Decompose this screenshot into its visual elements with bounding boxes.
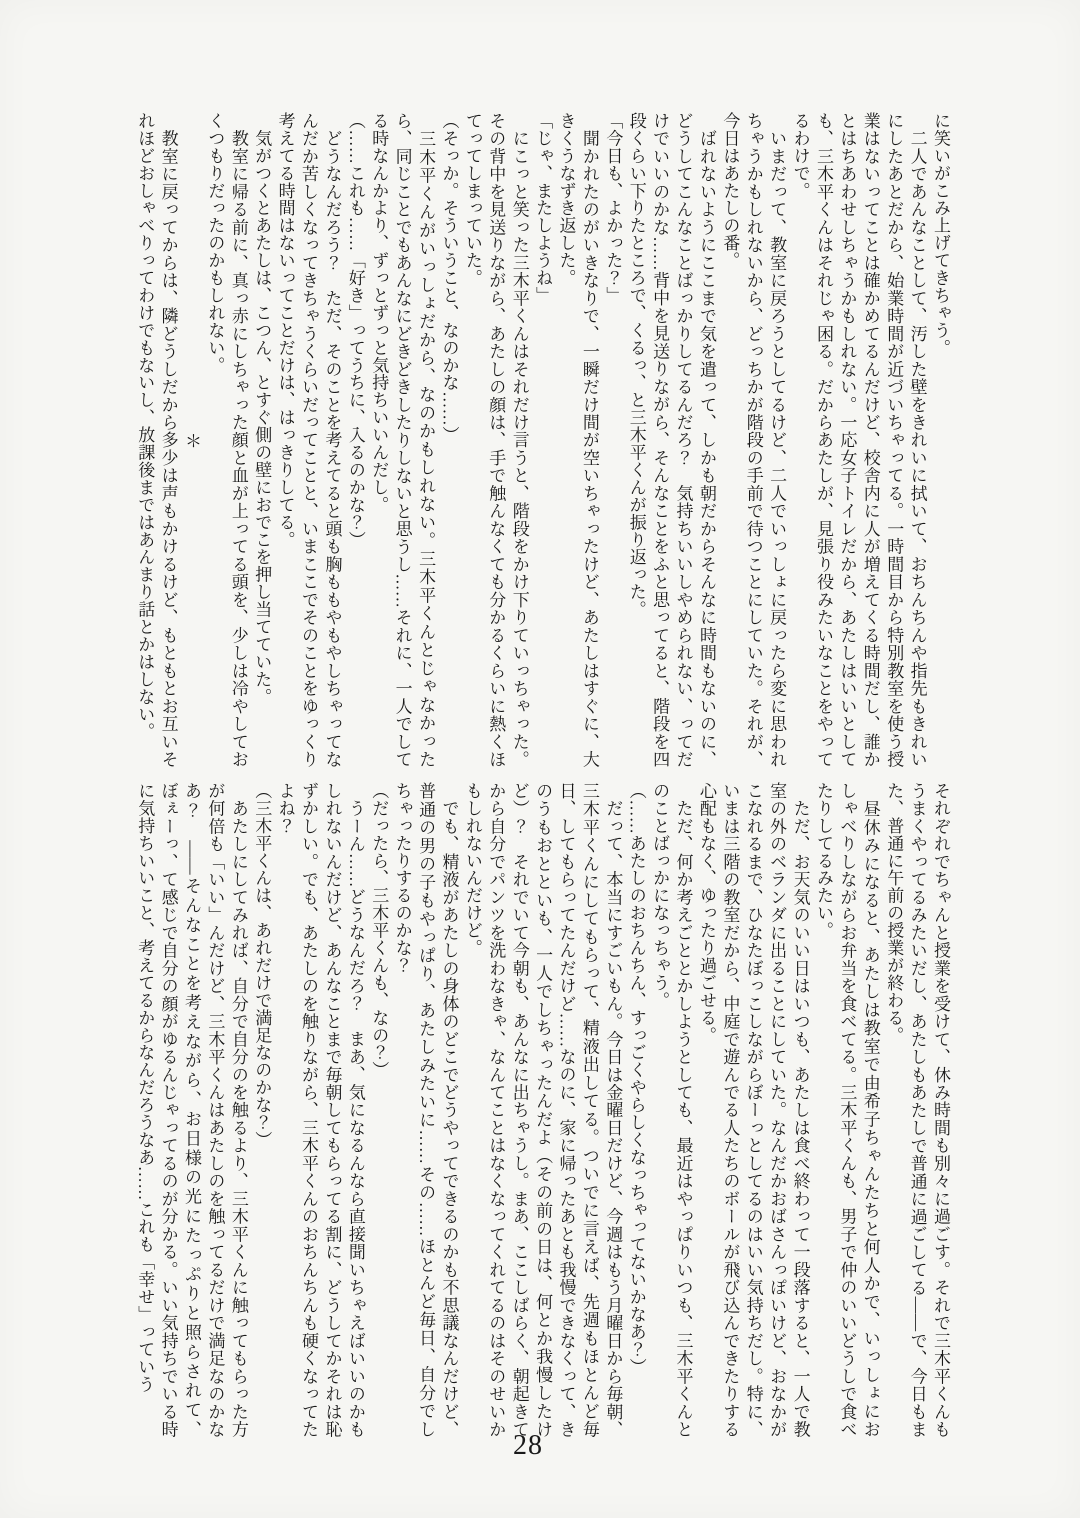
paragraph: でも、精液があたしの身体のどこでどうやってできるのかも不思議なんだけど、普通の男の子もやっぱり、あたしみたいに……その……ほとんど毎日、自分でしちゃったりするのかな？ xyxy=(392,782,459,1438)
paragraph: 二人であんなことして、汚した壁をきれいに拭いて、おちんちんや指先もきれいにしたあとだから、始業時間が近づいちゃってる。一時間目から特別教室を使う授業はないってことは確かめてるんだけど、校舎内に人が増えてくる時間だし、誰かとはちあわせしちゃうかもしれない。一応女子トイレだから、あたしはいいとしても、三木平くんはそれじゃ困る。だからあたしが、見張り役みたいなことをやってるわけで。 xyxy=(790,112,927,768)
paragraph: 気がつくとあたしは、こつん、とすぐ側の壁におでこを押し当てていた。 xyxy=(252,112,272,706)
paragraph: に笑いがこみ上げてきちゃう。 xyxy=(931,112,950,357)
paragraph: 聞かれたのがいきなりで、一瞬だけ間が空いちゃったけど、あたしはすぐに、大きくうなずき返した。 xyxy=(556,112,599,768)
paragraph: 教室に帰る前に、真っ赤にしちゃった顔と血が上ってる頭を、少しは冷やしておくつもりだったのかもしれない。 xyxy=(205,112,248,768)
paragraph: あたしにしてみれば、自分で自分のを触るより、三木平くんに触ってもらった方が何倍も「いい」んだけど、三木平くんはあたしのを触ってるだけで満足なのかなあ？ ――そんなことを考えながら、お日様の光にたっぷりと照らされて、ぼぇーっ、て感じで自分の顔がゆるんじゃってるのが分かる。いい気持ちでいる時に気持ちいいこと、考えてるからなんだろうなあ……これも「幸せ」っていう xyxy=(135,782,248,1438)
paragraph: うーん……どうなんだろ？ まあ、気になるんなら直接聞いちゃえばいいのかもしれないんだけど、あんなことまで毎朝してもらってる割に、どうしてかそれは恥ずかしい。でも、あたしのを触りながら、三木平くんのおちんちんも硬くなってたよね？ xyxy=(275,782,365,1438)
paragraph: ばれないようにここまで気を遣って、しかも朝だからそんなに時間もないのに、どうしてこんなことばっかりしてるんだろ？ 気持ちいいしやめられない、ってだけでいいのかな……背中を見送りながら、そんなことをふと思ってると、階段を四段くらい下りたところで、くるっ、と三木平くんが振り返った。 xyxy=(626,112,716,768)
paragraph: （……これも……「好き」ってうちに、入るのかな？） xyxy=(345,112,365,549)
paragraph: それぞれでちゃんと授業を受けて、休み時間も別々に過ごす。それで三木平くんもうまくやってるみたいだし、あたしもあたしで普通に過ごしてる――で、今日もまた、普通に午前の授業が終わる。 xyxy=(884,782,950,1438)
paragraph: 「じゃ、またしようね」 xyxy=(533,112,553,304)
paragraph: 三木平くんがいっしょだから、なのかもしれない。三木平くんとじゃなかったら、同じことでもあんなにどきどきしたりしないと思うし……それに、一人でしてる時なんかより、ずっとずっと気持ちいいんだし。 xyxy=(369,112,436,768)
page-number: 28 xyxy=(513,1430,543,1461)
paragraph: ただ、お天気のいい日はいつも、あたしは食べ終わって一段落すると、一人で教室の外のベランダに出ることにしていた。なんだかおばさんっぽいけど、おなかがこなれるまで、ひなたぼっこしながらぼーっとしてるのはいい気持ちだし。特に、いまは三階の教室だから、中庭で遊んでる人たちのボールが飛び込んできたりする心配もなく、ゆったり過ごせる。 xyxy=(696,782,810,1438)
paragraph: （……あたしのおちんちん、すっごくやらしくなっちゃってないかなあ？） xyxy=(626,782,646,1376)
paragraph: ただ、何か考えごととかしようとしても、最近はやっぱりいつも、三木平くんとのことばっかになっちゃう。 xyxy=(650,782,693,1438)
paragraph: だって、本当にすごいもん。今日は金曜日だけど、今週はもう月曜日から毎朝、三木平くんにしてもらって、精液出してる。ついでに言えば、先週もほとんど毎日、してもらってたんだけど……なのに、家に帰ったあとも我慢できなくって、きのうもおとといも、一人でしちゃったんだよ（その前の日は、何とか我慢したけど）？ それでいて今朝も、あんなに出ちゃうし。まあ、ここしばらく、朝起きてから自分でパンツを洗わなきゃ、なんてことはなくなってくれてるのはそのせいかもしれないんだけど。 xyxy=(462,782,623,1438)
paragraph: 「今日も、よかった？」 xyxy=(603,112,623,304)
paragraph: どうなんだろう？ ただ、そのことを考えてると頭も胸ももやもやしちゃってなんだか苦しくなってきちゃうくらいだってことと、いまここでそのことをゆっくり考えてる時間はないってことだけは、はっきりしてる。 xyxy=(275,112,342,768)
upper-text-block xyxy=(128,112,952,768)
paragraph: 昼休みになると、あたしは教室で由希子ちゃんたちと何人かで、いっしょにおしゃべりしながらお弁当を食べてる。三木平くんも、男子で仲のいいどうしで食べたりしてるみたい。 xyxy=(813,782,880,1438)
paragraph: （だったら、三木平くんも、なの？） xyxy=(369,782,389,1079)
paragraph: いまだって、教室に戻ろうとしてるけど、二人でいっしょに戻ったら変に思われちゃうかもしれないから、どっちかが階段の手前で待つことにしていた。それが、今日はあたしの番。 xyxy=(720,112,787,768)
paragraph: （三木平くんは、あれだけで満足なのかな？） xyxy=(252,782,272,1149)
section-separator: ＊ xyxy=(182,431,201,449)
lower-text-block xyxy=(128,782,952,1438)
paragraph: 教室に戻ってからは、隣どうしだから多少は声もかけるけど、もともとお互いそれほどおしゃべりってわけでもないし、放課後まではあんまり話とかはしない。 xyxy=(135,112,178,768)
paragraph: にこっと笑った三木平くんはそれだけ言うと、階段をかけ下りていっちゃった。その背中を見送りながら、あたしの顔は、手で触んなくても分かるくらいに熱くほてってしまっていた。 xyxy=(462,112,529,768)
paragraph: （そっか。そういうこと、なのかな……） xyxy=(439,112,459,444)
